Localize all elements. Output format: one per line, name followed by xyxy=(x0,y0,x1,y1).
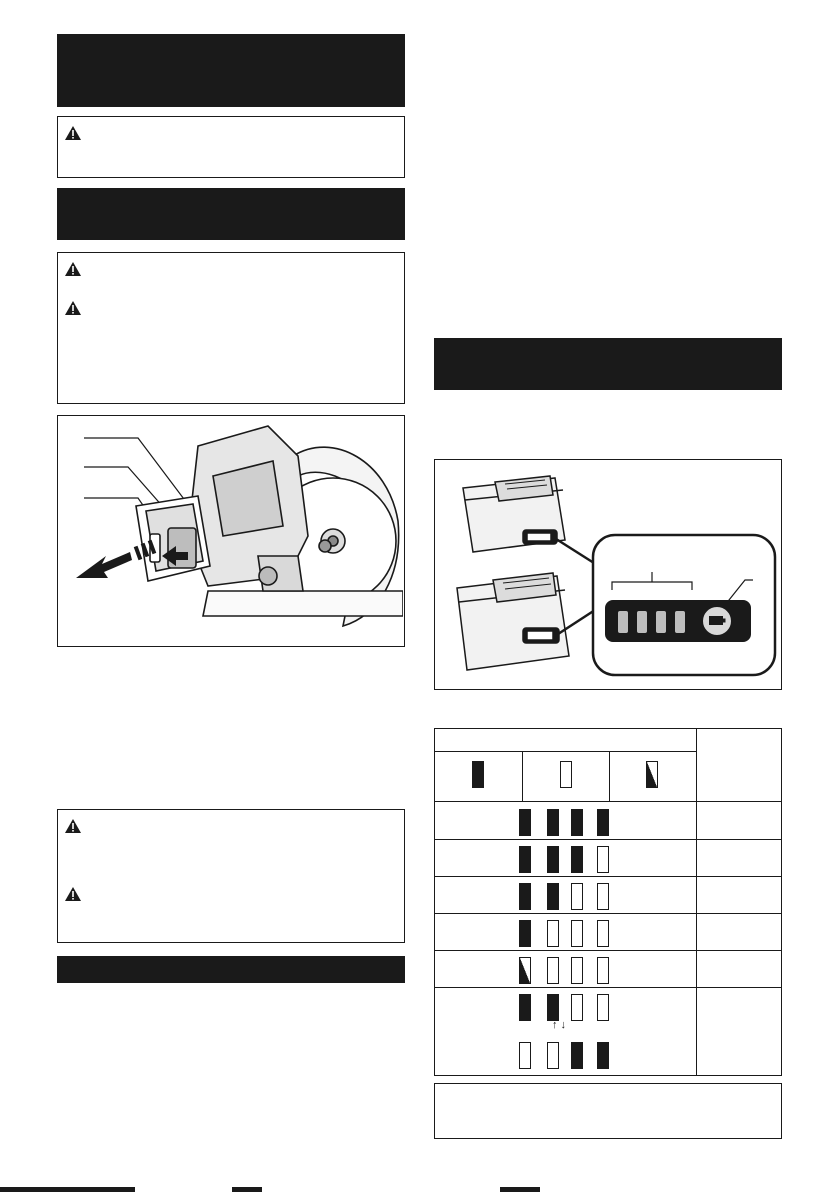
lamp-indicator xyxy=(597,994,609,1021)
lamp-indicator xyxy=(547,883,559,910)
lamp-indicator xyxy=(519,846,531,873)
lamp-indicator xyxy=(597,920,609,947)
lamp-indicator xyxy=(519,809,531,836)
figure-battery-removal xyxy=(57,415,405,647)
body-text-right xyxy=(434,34,782,324)
lamp-indicator xyxy=(597,1042,609,1069)
section-heading-bar-1 xyxy=(57,34,405,107)
warning-box-1 xyxy=(57,116,405,178)
lamp-indicator xyxy=(519,883,531,910)
warning-icon xyxy=(64,300,82,316)
warning-icon xyxy=(64,818,82,834)
lamp-indicator xyxy=(547,994,559,1021)
lamp-indicator xyxy=(597,809,609,836)
lamp-indicator xyxy=(519,957,531,984)
lamp-indicator xyxy=(519,920,531,947)
lamp-indicator xyxy=(547,957,559,984)
warning-icon xyxy=(64,886,82,902)
lamp-indicator xyxy=(597,883,609,910)
lamp-indicator xyxy=(597,957,609,984)
warning-box-2 xyxy=(57,252,405,404)
lamp-indicator xyxy=(597,846,609,873)
lamp-indicator xyxy=(571,957,583,984)
lamp-indicator xyxy=(547,846,559,873)
section-heading-bar-3 xyxy=(57,956,405,983)
section-heading-bar-4 xyxy=(434,338,782,390)
warning-icon xyxy=(64,261,82,277)
blink-arrows: ↑ ↓ xyxy=(552,1019,567,1031)
lamp-indicator xyxy=(519,1042,531,1069)
legend-off-icon xyxy=(560,761,572,788)
footer-mark xyxy=(0,1187,135,1192)
battery-indicator-illustration xyxy=(435,460,780,688)
circular-saw-illustration xyxy=(58,416,403,645)
warning-box-3 xyxy=(57,809,405,943)
legend-blinking-icon xyxy=(646,761,658,788)
battery-capacity-table xyxy=(434,728,782,1076)
figure-battery-indicator xyxy=(434,459,782,690)
lamp-indicator xyxy=(571,883,583,910)
lamp-indicator xyxy=(571,846,583,873)
note-box xyxy=(434,1083,782,1139)
warning-icon xyxy=(64,125,82,141)
footer-mark xyxy=(500,1187,540,1192)
lamp-indicator xyxy=(547,920,559,947)
legend-lighted-icon xyxy=(472,761,484,788)
lamp-indicator xyxy=(571,920,583,947)
lamp-indicator xyxy=(519,994,531,1021)
lamp-indicator xyxy=(547,1042,559,1069)
intro-text xyxy=(434,400,782,448)
lamp-indicator xyxy=(571,994,583,1021)
lamp-indicator xyxy=(571,809,583,836)
lamp-indicator xyxy=(547,809,559,836)
section-heading-bar-2 xyxy=(57,188,405,240)
body-text-left xyxy=(57,658,405,798)
lamp-indicator xyxy=(571,1042,583,1069)
footer-mark xyxy=(232,1187,262,1192)
